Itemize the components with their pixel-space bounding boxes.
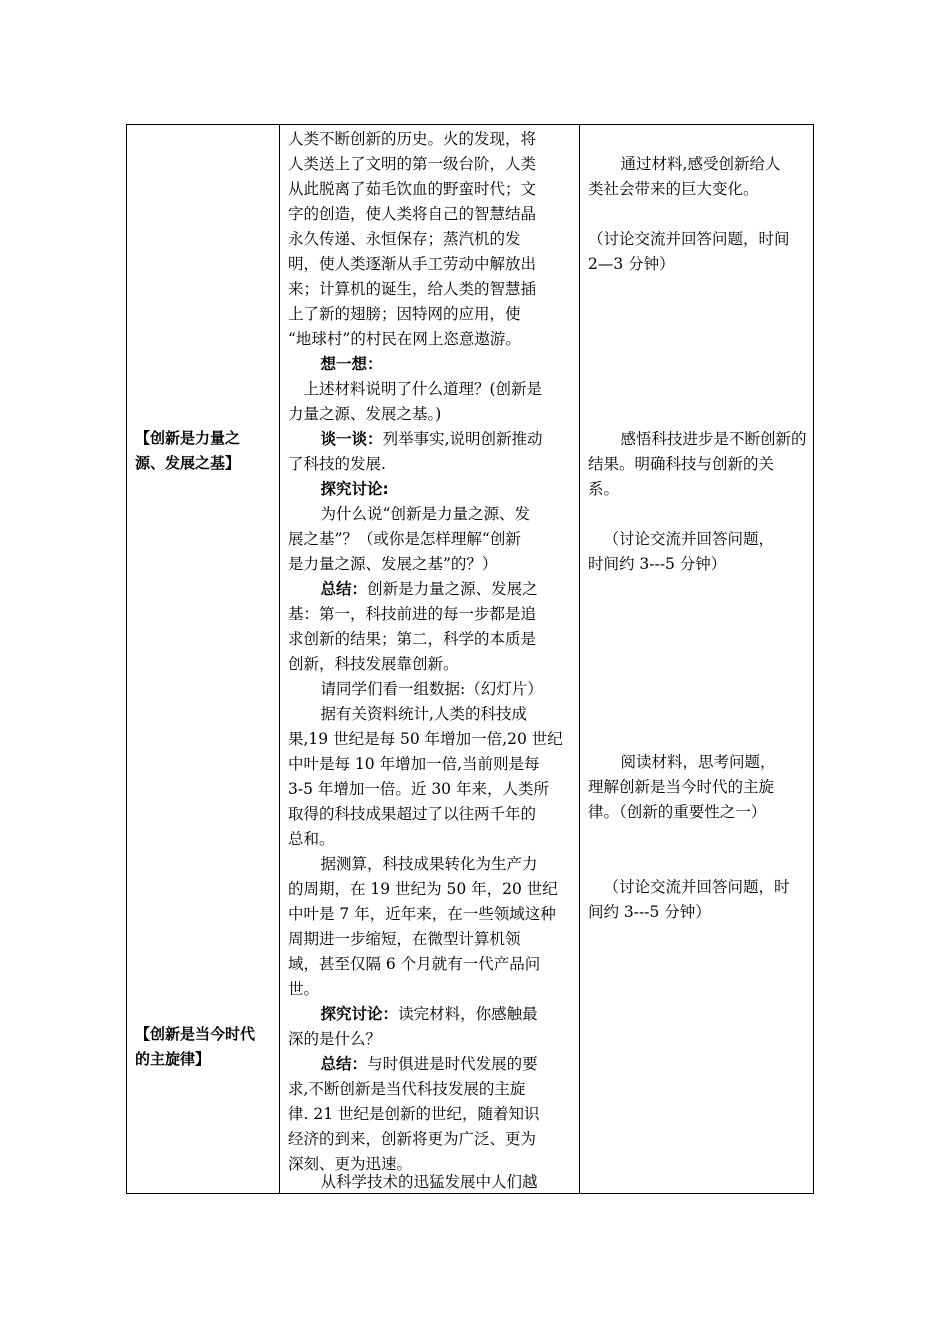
content-line: 上了新的翅膀；因特网的应用，使	[288, 305, 521, 323]
content-line: 展之基”？（或你是怎样理解“创新	[288, 530, 521, 548]
explore-heading: 探究讨论：	[320, 1005, 399, 1023]
content-line: 深的是什么？	[288, 1030, 382, 1048]
explore-paragraph	[288, 1002, 538, 1027]
content-line: 中叶是每 10 年增加一倍,当前则是每	[288, 755, 540, 773]
note-line: 间约 3---5 分钟）	[588, 903, 711, 921]
explore-heading: 探究讨论:	[320, 480, 389, 498]
content-line: 力量之源、发展之基。)	[288, 405, 442, 423]
content-line: 与时俱进是时代发展的要	[367, 1055, 538, 1073]
note-line: 理解创新是当今时代的主旋	[588, 778, 775, 796]
content-line: 字的创造，使人类将自己的智慧结晶	[288, 205, 537, 223]
content-line: 求创新的结果；第二，科学的本质是	[288, 630, 537, 648]
content-line: 据有关资料统计,人类的科技成	[320, 705, 527, 723]
note-line: （讨论交流并回答问题，时间	[588, 230, 790, 248]
content-line: 基：第一，科技前进的每一步都是追	[288, 605, 537, 623]
content-column	[280, 125, 579, 1193]
content-line: 创新，科技发展靠创新。	[288, 655, 459, 673]
talk-heading: 谈一谈：	[320, 430, 383, 448]
content-line: 周期进一步缩短，在微型计算机领	[288, 930, 521, 948]
section-label: 的主旋律】	[135, 1050, 211, 1068]
note-line: 通过材料,感受创新给人	[620, 155, 781, 173]
summary-paragraph	[288, 1052, 538, 1077]
note-line: 2—3 分钟）	[588, 255, 675, 273]
note-line: 阅读材料，思考问题，	[620, 753, 776, 771]
content-line: 来；计算机的诞生，给人类的智慧插	[288, 280, 537, 298]
content-line: 求,不断创新是当代科技发展的主旋	[288, 1080, 526, 1098]
content-line: 深刻、更为迅速。	[288, 1155, 413, 1173]
content-line: 人类送上了文明的第一级台阶，人类	[288, 155, 537, 173]
lesson-table	[126, 124, 814, 1194]
talk-paragraph	[288, 427, 543, 452]
content-line: 取得的科技成果超过了以往两千年的	[288, 805, 537, 823]
content-line: 世。	[288, 980, 320, 998]
summary-heading: 总结：	[320, 580, 368, 598]
section-label: 【创新是力量之	[135, 429, 241, 447]
content-line: 域，甚至仅隔 6 个月就有一代产品问	[288, 955, 541, 973]
content-line: 是力量之源、发展之基”的？）	[288, 555, 498, 573]
content-line: 为什么说“创新是力量之源、发	[320, 505, 530, 523]
content-line: 列举事实,说明创新推动	[382, 430, 543, 448]
content-line: 从科学技术的迅猛发展中人们越	[320, 1173, 538, 1191]
content-line: 律. 21 世纪是创新的世纪，随着知识	[288, 1105, 540, 1123]
note-line: 结果。明确科技与创新的关	[588, 455, 775, 473]
summary-paragraph	[288, 577, 538, 602]
summary-heading: 总结：	[320, 1055, 368, 1073]
note-line: （讨论交流并回答问题，	[603, 530, 775, 548]
note-line: （讨论交流并回答问题，时	[603, 878, 790, 896]
note-line: 律。（创新的重要性之一）	[588, 803, 767, 821]
content-line: 读完材料，你感触最	[398, 1005, 538, 1023]
content-line: 请同学们看一组数据:（幻灯片）	[320, 680, 543, 698]
content-line: 人类不断创新的历史。火的发现，将	[288, 130, 537, 148]
section-label-column	[127, 125, 279, 1193]
content-line: 据测算，科技成果转化为生产力	[320, 855, 538, 873]
content-line: “地球村”的村民在网上恣意遨游。	[288, 330, 521, 348]
think-heading: 想一想：	[320, 355, 383, 373]
note-line: 系。	[588, 480, 620, 498]
content-line: 从此脱离了茹毛饮血的野蛮时代；文	[288, 180, 537, 198]
content-line: 中叶是 7 年，近年来，在一些领域这种	[288, 905, 556, 923]
content-line: 的周期，在 19 世纪为 50 年，20 世纪	[288, 880, 558, 898]
content-line: 3-5 年增加一倍。近 30 年来，人类所	[288, 780, 549, 798]
content-line: 果,19 世纪是每 50 年增加一倍,20 世纪	[288, 730, 563, 748]
content-line: 了科技的发展.	[288, 455, 386, 473]
section-label: 【创新是当今时代	[135, 1025, 256, 1043]
content-line: 永久传递、永恒保存；蒸汽机的发	[288, 230, 521, 248]
note-line: 类社会带来的巨大变化。	[588, 180, 759, 198]
content-line: 上述材料说明了什么道理？(创新是	[303, 380, 543, 398]
note-line: 时间约 3---5 分钟）	[588, 555, 727, 573]
note-line: 感悟科技进步是不断创新的	[620, 430, 807, 448]
section-label: 源、发展之基】	[135, 454, 241, 472]
notes-column	[580, 125, 815, 1193]
content-line: 明，使人类逐渐从手工劳动中解放出	[288, 255, 537, 273]
content-line: 经济的到来，创新将更为广泛、更为	[288, 1130, 537, 1148]
content-line: 总和。	[288, 830, 335, 848]
content-line: 创新是力量之源、发展之	[367, 580, 538, 598]
